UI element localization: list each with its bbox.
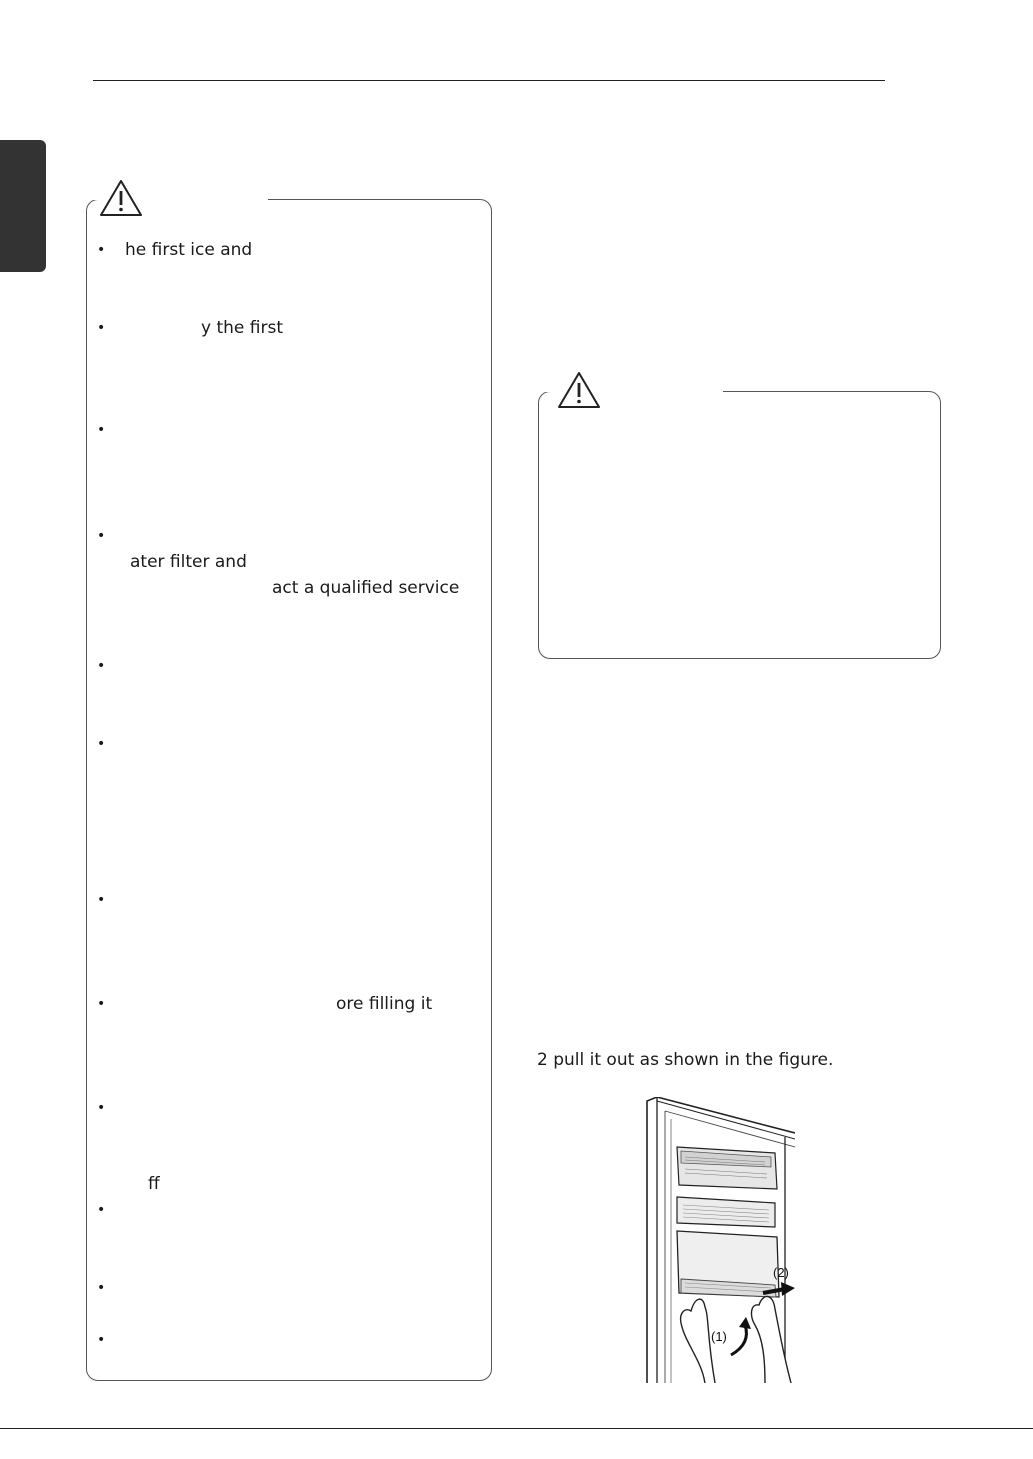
step-text: 2 pull it out as shown in the figure. [537, 1050, 834, 1070]
caution-text-8: ore filling it [336, 994, 433, 1014]
caution-text-2: y the first [201, 318, 283, 338]
figure-label-2: (2) [773, 1265, 789, 1280]
warning-triangle-icon [98, 178, 144, 218]
bullet: • [97, 658, 106, 674]
figure-label-1: (1) [711, 1329, 727, 1344]
bullet: • [97, 736, 106, 752]
bullet: • [97, 1100, 106, 1116]
header-rule [93, 80, 885, 81]
caution-text-9: ff [148, 1174, 160, 1194]
language-tab [0, 140, 46, 272]
bullet: • [97, 528, 106, 544]
bullet: • [97, 1332, 106, 1348]
caution-text-4b: act a qualified service [272, 578, 460, 598]
caution-box-left [86, 199, 492, 1381]
bullet: • [97, 996, 106, 1012]
bullet: • [97, 892, 106, 908]
bullet: • [97, 1280, 106, 1296]
warning-triangle-icon [556, 370, 602, 410]
bullet: • [97, 422, 106, 438]
bullet: • [97, 320, 106, 336]
caution-box-right [538, 391, 941, 659]
caution-text-4a: ater filter and [130, 552, 247, 572]
bullet: • [97, 242, 106, 258]
caution-text-1: he first ice and [125, 240, 253, 260]
bullet: • [97, 1202, 106, 1218]
shelf-removal-figure [645, 1097, 795, 1383]
footer-rule [0, 1428, 1033, 1429]
